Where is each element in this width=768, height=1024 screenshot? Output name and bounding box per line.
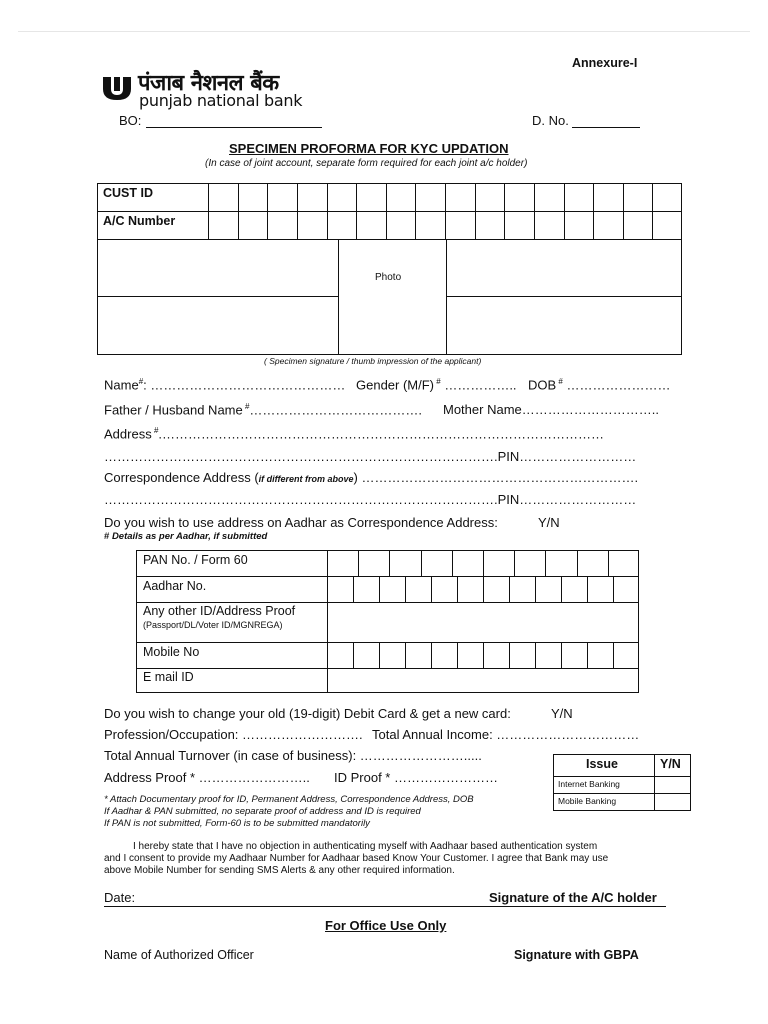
profession-field[interactable]: Profession/Occupation: ………………………. xyxy=(104,727,363,742)
issue-header: Issue xyxy=(586,757,618,771)
mobile-banking-yn[interactable] xyxy=(656,794,690,810)
pnb-logo-icon xyxy=(101,75,135,101)
pan-cell-divider xyxy=(452,550,453,576)
form-title: SPECIMEN PROFORMA FOR KYC UPDATION xyxy=(229,141,509,156)
correspondence-line2-field[interactable]: ……………………………………………………………………………….PIN……………………… xyxy=(104,492,637,507)
internet-banking-yn[interactable] xyxy=(656,777,690,792)
declaration-line2: and I consent to provide my Aadhaar Number for Aadhaar based Know Your Customer. I agree that Bank may use xyxy=(104,853,609,864)
digit-cell-divider xyxy=(327,183,328,239)
office-use-heading: For Office Use Only xyxy=(325,918,447,933)
digit-cell-divider xyxy=(297,183,298,239)
debit-card-yn[interactable]: Y/N xyxy=(551,706,573,721)
bank-name-hindi: पंजाब नैशनल बैंक xyxy=(138,71,279,96)
email-label: E mail ID xyxy=(143,670,194,684)
digit-cell-divider xyxy=(652,183,653,239)
mother-name-field[interactable]: Mother Name………………………….. xyxy=(443,402,659,417)
signature-label: Signature of the A/C holder xyxy=(489,890,657,905)
internet-banking-label: Internet Banking xyxy=(558,779,620,789)
turnover-field[interactable]: Total Annual Turnover (in case of business): ……………………..... xyxy=(104,748,482,763)
row-divider xyxy=(97,211,682,212)
aadhar-cell-divider xyxy=(457,576,458,602)
form-subtitle: (In case of joint account, separate form required for each joint a/c holder) xyxy=(205,158,528,169)
mobile-cell-divider xyxy=(457,642,458,668)
digit-cell-divider xyxy=(564,183,565,239)
name-field[interactable]: Name#: ……………………………………… xyxy=(104,377,346,393)
aadhar-cell-divider xyxy=(483,576,484,602)
aadhar-cell-divider xyxy=(379,576,380,602)
dob-field[interactable]: DOB # …………………… xyxy=(528,377,671,393)
top-rule xyxy=(18,31,750,32)
mobile-cell-divider xyxy=(561,642,562,668)
aadhar-cell-divider xyxy=(405,576,406,602)
aadhar-label: Aadhar No. xyxy=(143,579,207,593)
declaration-line1: I hereby state that I have no objection in authenticating myself with Aadhaar based authentication system xyxy=(133,841,598,852)
correspondence-address-field[interactable]: Correspondence Address (if different from above) ………………………………………………………. xyxy=(104,470,639,485)
pan-cell-divider xyxy=(577,550,578,576)
issue-yn-header: Y/N xyxy=(660,757,681,771)
address-field[interactable]: Address #.………………………………………………………………………………………… xyxy=(104,426,605,442)
bo-label: BO: xyxy=(119,113,142,128)
signature-rule xyxy=(104,906,666,907)
details-note: # Details as per Aadhar, if submitted xyxy=(104,531,268,542)
date-label: Date: xyxy=(104,890,136,905)
id-proof-field[interactable]: ID Proof * …………………… xyxy=(334,770,498,785)
account-table xyxy=(97,183,682,355)
mobile-label: Mobile No xyxy=(143,645,200,659)
pan-cell-divider xyxy=(514,550,515,576)
mobile-banking-label: Mobile Banking xyxy=(558,796,617,806)
note-form60: If PAN is not submitted, Form-60 is to be submitted mandatorily xyxy=(104,818,370,829)
row-divider xyxy=(136,668,639,669)
digit-cell-divider xyxy=(534,183,535,239)
declaration-line3: above Mobile Number for sending SMS Alerts & any other required information. xyxy=(104,865,455,876)
digit-cell-divider xyxy=(475,183,476,239)
mobile-cell-divider xyxy=(587,642,588,668)
col-divider xyxy=(654,754,655,811)
dno-line[interactable] xyxy=(572,127,640,128)
digit-cell-divider xyxy=(238,183,239,239)
aadhar-cell-divider xyxy=(561,576,562,602)
digit-cell-divider xyxy=(593,183,594,239)
sign-divider xyxy=(97,296,338,297)
authorized-officer-label: Name of Authorized Officer xyxy=(104,948,254,962)
pan-cell-divider xyxy=(421,550,422,576)
aadhar-address-yn[interactable]: Y/N xyxy=(538,515,560,530)
dno-label: D. No. xyxy=(532,113,569,128)
mobile-cell-divider xyxy=(509,642,510,668)
gender-field[interactable]: Gender (M/F) # …………….. xyxy=(356,377,517,393)
mobile-cell-divider xyxy=(405,642,406,668)
mobile-cell-divider xyxy=(431,642,432,668)
pan-cell-divider xyxy=(358,550,359,576)
other-id-label: Any other ID/Address Proof xyxy=(143,604,296,618)
bo-line[interactable] xyxy=(146,127,322,128)
col-divider xyxy=(208,183,209,239)
aadhar-address-question: Do you wish to use address on Aadhar as Correspondence Address: xyxy=(104,515,498,530)
mobile-cell-divider xyxy=(613,642,614,668)
cust-id-label: CUST ID xyxy=(103,186,153,200)
pan-label: PAN No. / Form 60 xyxy=(143,553,248,567)
address-proof-field[interactable]: Address Proof * …………………….. xyxy=(104,770,310,785)
debit-card-question: Do you wish to change your old (19-digit) Debit Card & get a new card: xyxy=(104,706,511,721)
note-attach-proof: * Attach Documentary proof for ID, Permanent Address, Correspondence Address, DOB xyxy=(104,794,474,805)
aadhar-cell-divider xyxy=(431,576,432,602)
pan-cell-divider xyxy=(545,550,546,576)
photo-right-border xyxy=(446,239,447,355)
row-divider xyxy=(136,576,639,577)
digit-cell-divider xyxy=(445,183,446,239)
other-id-sub-label: (Passport/DL/Voter ID/MGNREGA) xyxy=(143,620,283,630)
address-line2-field[interactable]: ……………………………………………………………………………….PIN……………………… xyxy=(104,449,637,464)
aadhar-cell-divider xyxy=(587,576,588,602)
row-divider xyxy=(136,642,639,643)
pan-cell-divider xyxy=(389,550,390,576)
digit-cell-divider xyxy=(623,183,624,239)
mobile-cell-divider xyxy=(379,642,380,668)
gbpa-signature-label: Signature with GBPA xyxy=(514,948,639,962)
signature-caption: ( Specimen signature / thumb impression of the applicant) xyxy=(264,356,482,366)
aadhar-cell-divider xyxy=(353,576,354,602)
col-divider xyxy=(327,550,328,693)
digit-cell-divider xyxy=(504,183,505,239)
note-aadhar-pan: If Aadhar & PAN submitted, no separate proof of address and ID is required xyxy=(104,806,421,817)
digit-cell-divider xyxy=(356,183,357,239)
aadhar-cell-divider xyxy=(613,576,614,602)
photo-left-border xyxy=(338,239,339,355)
digit-cell-divider xyxy=(415,183,416,239)
aadhar-cell-divider xyxy=(509,576,510,602)
income-field[interactable]: Total Annual Income: …………………………… xyxy=(372,727,640,742)
mobile-cell-divider xyxy=(535,642,536,668)
row-divider xyxy=(136,602,639,603)
pan-cell-divider xyxy=(483,550,484,576)
father-name-field[interactable]: Father / Husband Name #…………………………………. xyxy=(104,402,423,418)
annexure-label: Annexure-I xyxy=(572,56,638,70)
sign-divider xyxy=(446,296,682,297)
aadhar-cell-divider xyxy=(535,576,536,602)
photo-label: Photo xyxy=(375,272,402,283)
mobile-cell-divider xyxy=(483,642,484,668)
pan-cell-divider xyxy=(608,550,609,576)
row-divider xyxy=(97,239,682,240)
mobile-cell-divider xyxy=(353,642,354,668)
digit-cell-divider xyxy=(267,183,268,239)
bank-name-english: punjab national bank xyxy=(139,91,303,110)
digit-cell-divider xyxy=(386,183,387,239)
ac-number-label: A/C Number xyxy=(103,214,176,228)
